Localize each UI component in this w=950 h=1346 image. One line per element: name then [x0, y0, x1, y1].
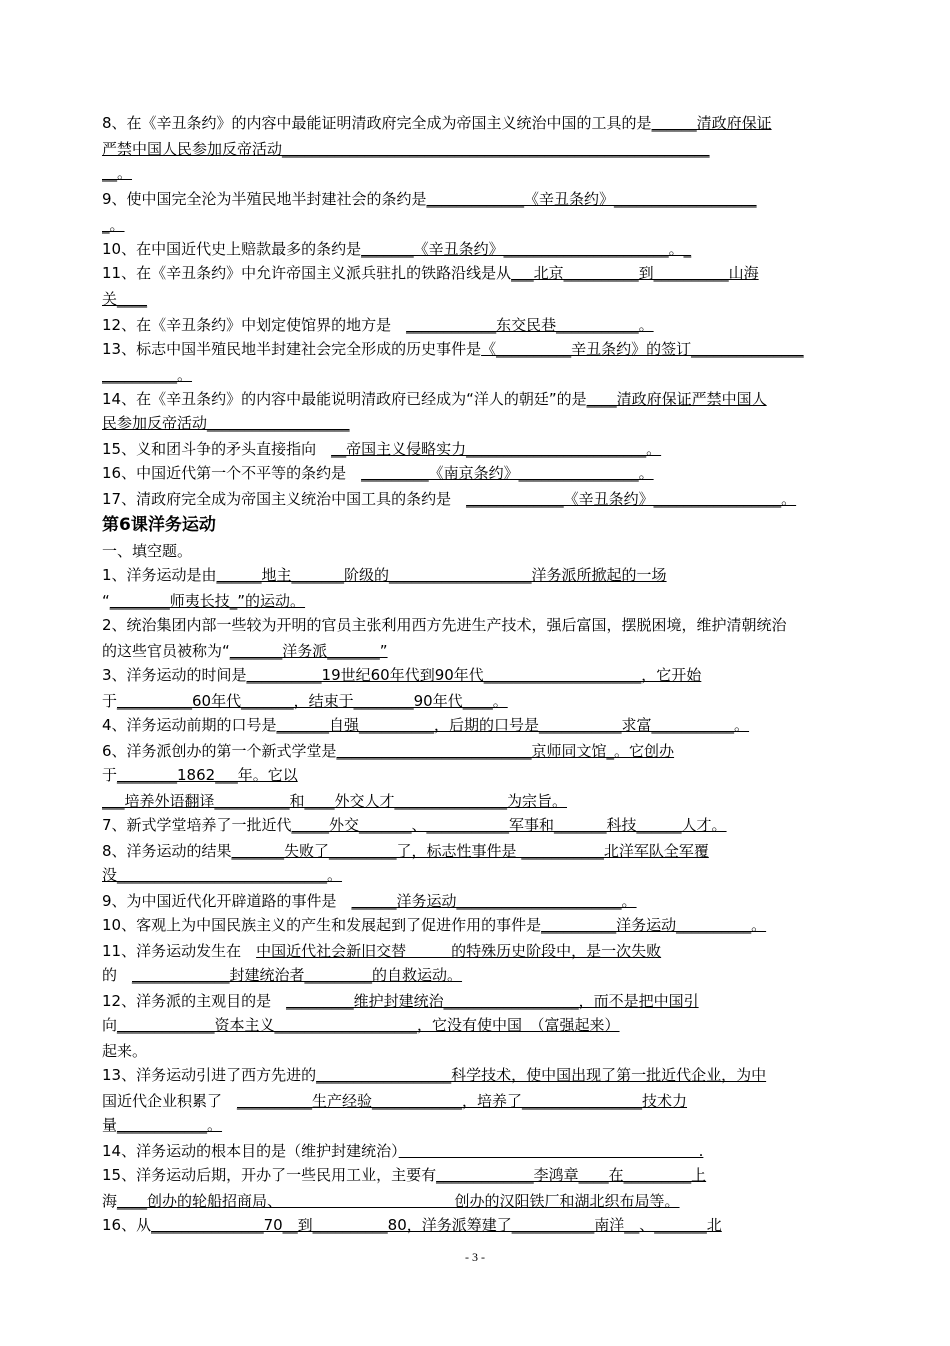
- line-answer: .: [398, 1142, 704, 1160]
- line-answer: 中国近代社会新旧交替 的特殊历史阶段中，是一次失败: [256, 942, 662, 960]
- line-answer: ____________东交民巷___________。: [406, 316, 654, 334]
- line-answer: ________1862___年。它以: [117, 766, 298, 784]
- line-answer: __________洋务运动__________。: [541, 916, 767, 934]
- page-number: - 3 -: [465, 1250, 485, 1264]
- line-text: 13、洋务运动引进了西方先进的: [102, 1066, 317, 1084]
- line-answer: _______洋务派_______”: [229, 642, 388, 660]
- text-line: [102, 740, 862, 765]
- line-answer: 关____: [102, 290, 148, 308]
- text-line: [102, 964, 862, 989]
- text-line: [102, 288, 862, 313]
- text-line: [102, 540, 862, 565]
- text-line: [102, 462, 862, 487]
- line-text: 12、洋务派的主观目的是: [102, 992, 287, 1010]
- line-answer: __________19世纪60年代到90年代_____________________，它开始: [246, 666, 702, 684]
- line-text: 17、清政府完全成为帝国主义统治中国工具的条约是: [102, 490, 467, 508]
- line-text: 4、洋务运动前期的口号是: [102, 716, 277, 734]
- text-line: [102, 940, 862, 965]
- text-line: [102, 138, 862, 163]
- line-answer: __________________________京师同文馆_。它创办: [336, 742, 675, 760]
- line-answer: ____________。: [117, 1116, 223, 1134]
- text-line: [102, 590, 862, 615]
- text-line: [102, 262, 862, 287]
- line-answer: _____外交_______、___________军事和_______科技______人才。: [291, 816, 727, 834]
- line-text: 12、在《辛丑条约》中划定使馆界的地方是: [102, 316, 407, 334]
- line-answer: _____________资本主义___________________，它没有使中国 （富强起来）: [117, 1016, 620, 1034]
- line-answer: _______失败了_________了，标志性事件是 ___________北洋军队全军覆: [231, 842, 709, 860]
- text-line: [102, 840, 862, 865]
- line-text: 2、统治集团内部一些较为开明的官员主张利用西方先进生产技术，强后富国，摆脱困境，维护清朝统治: [102, 616, 787, 634]
- text-line: [102, 412, 862, 437]
- text-line: [102, 664, 862, 689]
- line-answer: __帝国主义侵略实力________________________。: [331, 440, 662, 458]
- text-line: [102, 764, 862, 789]
- text-line: [102, 990, 862, 1015]
- line-text: 向: [102, 1016, 118, 1034]
- line-answer: 《__________辛丑条约》的签订_______________: [481, 340, 804, 358]
- line-answer: _。: [102, 216, 125, 234]
- line-text: 10、在中国近代史上赔款最多的条约是: [102, 240, 362, 258]
- line-answer: _____________《辛丑条约》___________________: [426, 190, 757, 208]
- line-text: 第6课洋务运动: [102, 515, 216, 535]
- text-line: [102, 1064, 862, 1089]
- text-line: [102, 1114, 862, 1139]
- line-answer: _______________70__到__________80，洋务派筹建了___________南洋__、_______北: [151, 1216, 722, 1234]
- text-line: [102, 314, 862, 339]
- line-text: “: [102, 592, 110, 610]
- line-answer: _____________李鸿章____在_________上: [436, 1166, 707, 1184]
- line-text: 国近代企业积累了: [102, 1092, 238, 1110]
- text-line: [102, 214, 862, 239]
- text-line: [102, 640, 862, 665]
- text-line: [102, 714, 862, 739]
- line-answer: ____清政府保证严禁中国人: [586, 390, 767, 408]
- line-text: 9、使中国完全沦为半殖民地半封建社会的条约是: [102, 190, 427, 208]
- line-text: 一、填空题。: [102, 542, 193, 560]
- text-line: [102, 1014, 862, 1039]
- line-answer: __________________科学技术，使中国出现了第一批近代企业，为中: [316, 1066, 767, 1084]
- line-answer: 没____________________________。: [102, 866, 343, 884]
- line-text: 1、洋务运动是由: [102, 566, 217, 584]
- text-line: [102, 1140, 862, 1165]
- text-line: [102, 790, 862, 815]
- line-answer: _________维护封建统治__________________，而不是把中国引: [286, 992, 699, 1010]
- text-line: [102, 438, 862, 463]
- line-text: 9、为中国近代化开辟道路的事件是: [102, 892, 352, 910]
- text-line: [102, 338, 862, 363]
- line-text: 海: [102, 1192, 118, 1210]
- line-text: 11、洋务运动发生在: [102, 942, 257, 960]
- line-answer: _________《南京条约》________________。: [361, 464, 654, 482]
- line-answer: __________。: [102, 366, 193, 384]
- line-text: 的这些官员被称为“: [102, 642, 230, 660]
- line-answer: __。: [102, 164, 133, 182]
- line-answer: _____________封建统治者_________的自救运动。: [132, 966, 463, 984]
- text-line: [102, 814, 862, 839]
- text-line: [102, 1040, 862, 1065]
- line-answer: __________60年代_______，结束于________90年代____。: [117, 692, 508, 710]
- line-answer: _______自强__________，后期的口号是___________求富___________。: [276, 716, 750, 734]
- text-line: [102, 364, 862, 389]
- line-text: 7、新式学堂培养了一批近代: [102, 816, 292, 834]
- text-line: [102, 890, 862, 915]
- line-text: 10、客观上为中国民族主义的产生和发展起到了促进作用的事件是: [102, 916, 542, 934]
- text-line: [102, 1190, 862, 1215]
- line-answer: ______洋务运动______________________。: [351, 892, 637, 910]
- line-text: 8、洋务运动的结果: [102, 842, 232, 860]
- line-text: 于: [102, 692, 118, 710]
- line-answer: ______清政府保证: [651, 114, 772, 132]
- line-answer: ___培养外语翻译__________和____外交人才_______________为宗旨。: [102, 792, 568, 810]
- line-text: 14、洋务运动的根本目的是（维护封建统治）: [102, 1142, 399, 1160]
- text-line: [102, 614, 862, 639]
- text-line: [102, 690, 862, 715]
- line-answer: ____创办的轮船招商局、 创办的汉阳铁厂和湖北织布局等。: [117, 1192, 680, 1210]
- line-answer: 民参加反帝活动___________________: [102, 414, 350, 432]
- text-line: [102, 162, 862, 187]
- line-text: 16、从: [102, 1216, 152, 1234]
- line-answer: __________生产经验____________，培养了________________技术力: [237, 1092, 688, 1110]
- text-line: [102, 488, 862, 513]
- line-text: 的: [102, 966, 133, 984]
- line-answer: _______《辛丑条约》______________________。_: [361, 240, 692, 258]
- text-line: [102, 914, 862, 939]
- text-line: [102, 1214, 862, 1239]
- line-text: 6、洋务派创办的第一个新式学堂是: [102, 742, 337, 760]
- line-text: 11、在《辛丑条约》中允许帝国主义派兵驻扎的铁路沿线是从: [102, 264, 512, 282]
- section-title: [102, 514, 862, 539]
- text-line: [102, 864, 862, 889]
- line-text: 量: [102, 1116, 118, 1134]
- line-answer: 严禁中国人民参加反帝活动_________________________________________________________: [102, 140, 710, 158]
- line-text: 8、在《辛丑条约》的内容中最能证明清政府完全成为帝国主义统治中国的工具的是: [102, 114, 652, 132]
- line-text: 15、洋务运动后期，开办了一些民用工业，主要有: [102, 1166, 437, 1184]
- line-text: 3、洋务运动的时间是: [102, 666, 247, 684]
- line-text: 16、中国近代第一个不平等的条约是: [102, 464, 362, 482]
- line-text: 14、在《辛丑条约》的内容中最能说明清政府已经成为“洋人的朝廷”的是: [102, 390, 587, 408]
- text-line: [102, 1164, 862, 1189]
- line-answer: ______地主_______阶级的___________________洋务派所掀起的一场: [216, 566, 667, 584]
- line-answer: ________师夷长技_”的运动。: [109, 592, 306, 610]
- text-line: [102, 564, 862, 589]
- line-text: 13、标志中国半殖民地半封建社会完全形成的历史事件是: [102, 340, 482, 358]
- line-answer: ___北京__________到__________山海: [511, 264, 759, 282]
- text-line: [102, 238, 862, 263]
- text-line: [102, 188, 862, 213]
- text-line: [102, 1090, 862, 1115]
- text-line: [102, 112, 862, 137]
- line-text: 于: [102, 766, 118, 784]
- line-text: 15、义和团斗争的矛头直接指向: [102, 440, 332, 458]
- line-answer: _____________《辛丑条约》_________________。: [466, 490, 797, 508]
- text-line: [102, 388, 862, 413]
- line-text: 起来。: [102, 1042, 148, 1060]
